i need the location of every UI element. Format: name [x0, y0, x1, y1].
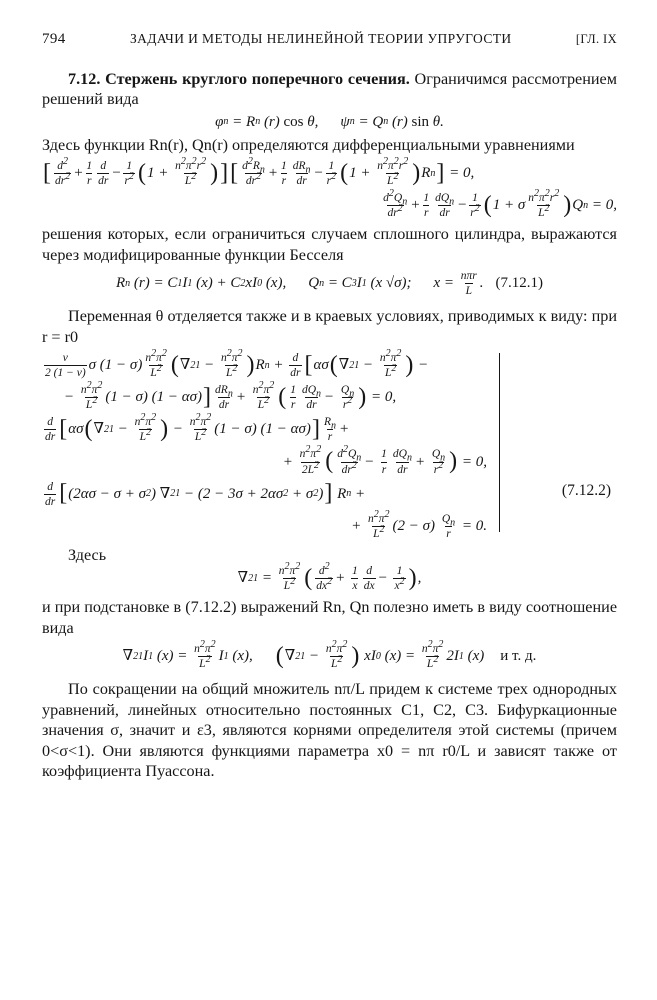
equation-system-7-12-2: [42, 347, 617, 540]
paragraph-solutions: решения которых, если ограничиться случаем сплошного цилиндра, выражаются через модифицированные функции Бесселя: [42, 225, 617, 264]
equation-differential-1: [ $\frac{d2}{dr2}$ + $\frac{1}{r}$ $\frac{d}{dr}$ − $\frac{1}{r2}$ ( 1 + $\frac{n2\pi 2r2}{L2}$ ) ] [ $\frac{d2Rn}{dr2}$ + $\frac{1}{r}$ $\frac{\text{dRn}}{dr}$ − $\frac{1}{r2}$ ( 1 + $\frac{n2\pi 2r2}{L2}$ ) R n ] = 0,: [43, 156, 475, 188]
paragraph-final: По сокращении на общий множитель nπ/L придем к системе трех однородных уравнений, линейных относительно постоянных C1, C2, C3. Бифуркационные значения σ, значит и ε3, являются корнями определителя этой системы (причем 0<σ<1). Они являются функциями параметра x0 = nπ r0/L и зависят также от коэффициента Пуассона.: [42, 680, 617, 780]
system-row-6: + $\frac{n2\pi 2}{L2}$ (2 − σ) $\frac{Qn}{r}$ = 0.: [351, 508, 487, 540]
section-intro-text: Ограничимся рассмотрением решений вида: [42, 69, 617, 109]
page-number: 794: [42, 31, 66, 47]
equation-label-7-12-1: (7.12.1): [495, 275, 544, 292]
equation-relation: ∇ 2 1 I 1 (x) = $\frac{n2\pi 2}{L2}$ I 1 (x), ( ∇ 2 1 − $\frac{n2\pi 2}{L2}$ ) xI 0 (x) = $\frac{n2\pi 2}{L2}$ 2I 1 (x) и т. д.: [122, 639, 537, 671]
chapter-label: [ГЛ. IX: [575, 32, 617, 46]
section-heading: 7.12. Стержень круглого поперечного сечения.: [68, 69, 410, 88]
system-row-2: − $\frac{n2\pi 2}{L2}$ (1 − σ) (1 − ασ) ] $\frac{\text{dRn}}{dr}$ + $\frac{n2\pi 2}{L2}$ ( $\frac{1}{r}$ $\frac{\text{dQn}}{dr}$ − $\frac{Qn}{r2}$ ) = 0,: [64, 380, 397, 412]
paragraph-here: Здесь: [68, 545, 107, 564]
equation-phi-psi: φ n = R n (r) cos θ, ψ n = Q n (r) sin θ.: [215, 113, 444, 130]
system-row-3: $\frac{d}{dr}$ [ ασ ( ∇ 2 1 − $\frac{n2\pi 2}{L2}$ ) − $\frac{n2\pi 2}{L2}$ (1 − σ) (1 − ασ) ] $\frac{Rn}{r}$ +: [45, 412, 350, 444]
equation-label-7-12-2: (7.12.2): [561, 482, 611, 500]
running-header: [42, 30, 617, 49]
paragraph-functions: Здесь функции Rn(r), Qn(r) определяются дифференциальными уравнениями: [42, 135, 575, 154]
equation-7-12-1: R n (r) = C 1 I 1 (x) + C 2 xI 0 (x), Q n = C 3 I 1 (x √σ); x = $\frac{\text{nπr}}{L}$ . (7.12.1): [115, 270, 544, 298]
system-row-4: + $\frac{n2\pi 2}{2L2}$ ( $\frac{d2Qn}{dr2}$ − $\frac{1}{r}$ $\frac{\text{dQn}}{dr}$ + $\frac{Qn}{r2}$ ) = 0,: [282, 444, 487, 476]
equation-nabla-definition: ∇ 2 1 = $\frac{n2\pi 2}{L2}$ ( $\frac{d2}{dx2}$ + $\frac{1}{x}$ $\frac{d}{dx}$ − $\frac{1}{x2}$ ) ,: [237, 561, 422, 593]
equation-differential-2: $\frac{d2Qn}{dr2}$ + $\frac{1}{r}$ $\frac{\text{dQn}}{dr}$ − $\frac{1}{r2}$ ( 1 + σ $\frac{n2\pi 2r2}{L2}$ ) Q n = 0,: [383, 188, 617, 220]
system-brace: [491, 353, 500, 532]
system-row-5: $\frac{d}{dr}$ [ (2ασ − σ + σ 2 ) ∇ 2 1 − (2 − 3σ + 2ασ 2 + σ 2 ) ] R n +: [45, 480, 366, 508]
system-row-1: $\frac{\nu}{2 (1 - \nu)}$ σ (1 − σ) $\frac{n2\pi 2}{L2}$ ( ∇ 2 1 − $\frac{n2\pi 2}{L2}$ ) R n + $\frac{d}{dr}$ [ ασ ( ∇ 2 1 − $\frac{n2\pi 2}{L2}$ ) −: [45, 348, 429, 380]
paragraph-substitution: и при подстановке в (7.12.2) выражений Rn, Qn полезно иметь в виду соотношение вида: [42, 598, 617, 637]
paragraph-boundary: Переменная θ отделяется также и в краевых условиях, приводимых к виду: при r = r0: [42, 307, 617, 346]
section-intro: [42, 69, 617, 110]
and-so-on: и т. д.: [500, 648, 537, 665]
running-title: ЗАДАЧИ И МЕТОДЫ НЕЛИНЕЙНОЙ ТЕОРИИ УПРУГОСТИ: [130, 31, 512, 46]
